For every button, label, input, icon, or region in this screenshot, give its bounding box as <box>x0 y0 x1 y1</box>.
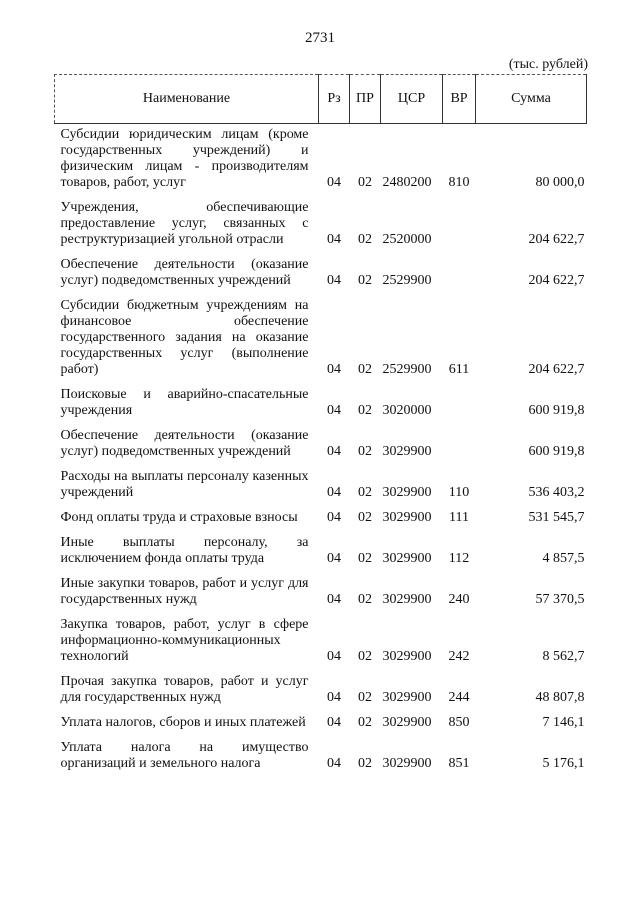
cell-name: Субсидии бюджетным учреждениям на финансовое обеспечение государственного задания на оказание государственных услуг (выполнение работ) <box>60 298 309 377</box>
cell-rz: 04 <box>327 551 341 566</box>
cell-name: Поисковые и аварийно-спасательные учреждения <box>60 387 309 418</box>
cell-rz: 04 <box>327 444 341 459</box>
cell-pr: 02 <box>358 232 372 247</box>
cell-pr: 02 <box>358 551 372 566</box>
cell-pr: 02 <box>358 403 372 418</box>
cell-vr: 111 <box>449 510 469 525</box>
cell-vr: 244 <box>448 690 470 705</box>
cell-name: Иные закупки товаров, работ и услуг для государственных нужд <box>60 576 309 607</box>
cell-vr: 242 <box>448 649 470 664</box>
cell-rz: 04 <box>327 362 341 377</box>
table-row <box>55 571 587 612</box>
cell-pr: 02 <box>358 444 372 459</box>
cell-pr: 02 <box>358 649 372 664</box>
cell-rz: 04 <box>327 715 341 730</box>
cell-name: Уплата налога на имущество организаций и земельного налога <box>60 740 309 771</box>
header-name: Наименование <box>55 75 319 124</box>
cell-sum: 4 857,5 <box>542 551 585 566</box>
cell-csr: 3029900 <box>382 756 432 771</box>
cell-vr: 611 <box>448 362 470 377</box>
table-row <box>55 423 587 464</box>
cell-sum: 204 622,7 <box>528 232 585 247</box>
cell-rz: 04 <box>327 403 341 418</box>
cell-vr: 850 <box>448 715 470 730</box>
header-vr: ВР <box>443 75 476 124</box>
cell-rz: 04 <box>327 485 341 500</box>
cell-csr: 3020000 <box>382 403 432 418</box>
cell-pr: 02 <box>358 510 372 525</box>
cell-pr: 02 <box>358 715 372 730</box>
table-row <box>55 710 587 735</box>
table-header-row <box>55 75 587 124</box>
header-csr: ЦСР <box>381 75 443 124</box>
cell-name: Учреждения, обеспечивающие предоставление услуг, связанных с реструктуризацией угольной отрасли <box>60 200 309 247</box>
cell-pr: 02 <box>358 592 372 607</box>
cell-name: Обеспечение деятельности (оказание услуг) подведомственных учреждений <box>60 428 309 459</box>
cell-rz: 04 <box>327 690 341 705</box>
cell-pr: 02 <box>358 756 372 771</box>
cell-rz: 04 <box>327 175 341 190</box>
cell-vr <box>443 195 476 252</box>
table-row <box>55 505 587 530</box>
cell-sum: 204 622,7 <box>528 362 585 377</box>
cell-csr: 2520000 <box>382 232 432 247</box>
cell-sum: 57 370,5 <box>535 592 585 607</box>
cell-vr: 112 <box>448 551 470 566</box>
cell-vr: 810 <box>448 175 470 190</box>
cell-name: Субсидии юридическим лицам (кроме государственных учреждений) и физическим лицам - производителям товаров, работ, услуг <box>60 127 309 190</box>
budget-table <box>54 74 587 776</box>
cell-csr: 3029900 <box>382 690 432 705</box>
cell-rz: 04 <box>327 756 341 771</box>
cell-vr <box>443 382 476 423</box>
table-body <box>55 124 587 777</box>
cell-sum: 204 622,7 <box>528 273 585 288</box>
cell-csr: 2529900 <box>382 362 432 377</box>
cell-name: Закупка товаров, работ, услуг в сфере информационно-коммуникационных технологий <box>60 617 309 664</box>
cell-name: Обеспечение деятельности (оказание услуг) подведомственных учреждений <box>60 257 309 288</box>
cell-sum: 531 545,7 <box>528 510 585 525</box>
cell-csr: 3029900 <box>382 715 432 730</box>
cell-pr: 02 <box>358 175 372 190</box>
cell-pr: 02 <box>358 362 372 377</box>
cell-csr: 3029900 <box>382 444 432 459</box>
cell-csr: 3029900 <box>382 510 432 525</box>
cell-vr: 851 <box>448 756 470 771</box>
units-note: (тыс. рублей) <box>508 57 588 72</box>
cell-sum: 600 919,8 <box>528 444 585 459</box>
page-number: 2731 <box>305 30 335 46</box>
cell-name: Уплата налогов, сборов и иных платежей <box>60 715 306 730</box>
cell-vr <box>443 252 476 293</box>
table-row <box>55 669 587 710</box>
cell-csr: 3029900 <box>382 592 432 607</box>
cell-sum: 80 000,0 <box>535 175 585 190</box>
cell-name: Расходы на выплаты персоналу казенных учреждений <box>60 469 309 500</box>
cell-rz: 04 <box>327 510 341 525</box>
cell-rz: 04 <box>327 232 341 247</box>
cell-vr <box>443 423 476 464</box>
cell-sum: 8 562,7 <box>542 649 585 664</box>
cell-csr: 2529900 <box>382 273 432 288</box>
header-pr: ПР <box>350 75 381 124</box>
table-row <box>55 612 587 669</box>
header-rz: Рз <box>319 75 350 124</box>
table-row <box>55 382 587 423</box>
cell-sum: 7 146,1 <box>542 715 585 730</box>
table-row <box>55 530 587 571</box>
cell-pr: 02 <box>358 690 372 705</box>
table-row <box>55 195 587 252</box>
cell-csr: 2480200 <box>382 175 432 190</box>
header-sum: Сумма <box>476 75 587 124</box>
cell-sum: 600 919,8 <box>528 403 585 418</box>
table-row <box>55 464 587 505</box>
cell-name: Фонд оплаты труда и страховые взносы <box>60 510 298 525</box>
table-row <box>55 293 587 382</box>
cell-csr: 3029900 <box>382 551 432 566</box>
table-row <box>55 735 587 776</box>
cell-csr: 3029900 <box>382 649 432 664</box>
table-row <box>55 252 587 293</box>
cell-sum: 536 403,2 <box>528 485 585 500</box>
cell-vr: 240 <box>448 592 470 607</box>
cell-sum: 48 807,8 <box>535 690 585 705</box>
cell-vr: 110 <box>448 485 470 500</box>
cell-sum: 5 176,1 <box>542 756 585 771</box>
cell-rz: 04 <box>327 273 341 288</box>
cell-name: Прочая закупка товаров, работ и услуг для государственных нужд <box>60 674 309 705</box>
cell-csr: 3029900 <box>382 485 432 500</box>
cell-pr: 02 <box>358 485 372 500</box>
cell-name: Иные выплаты персоналу, за исключением фонда оплаты труда <box>60 535 309 566</box>
cell-rz: 04 <box>327 592 341 607</box>
cell-pr: 02 <box>358 273 372 288</box>
cell-rz: 04 <box>327 649 341 664</box>
table-row <box>55 124 587 196</box>
